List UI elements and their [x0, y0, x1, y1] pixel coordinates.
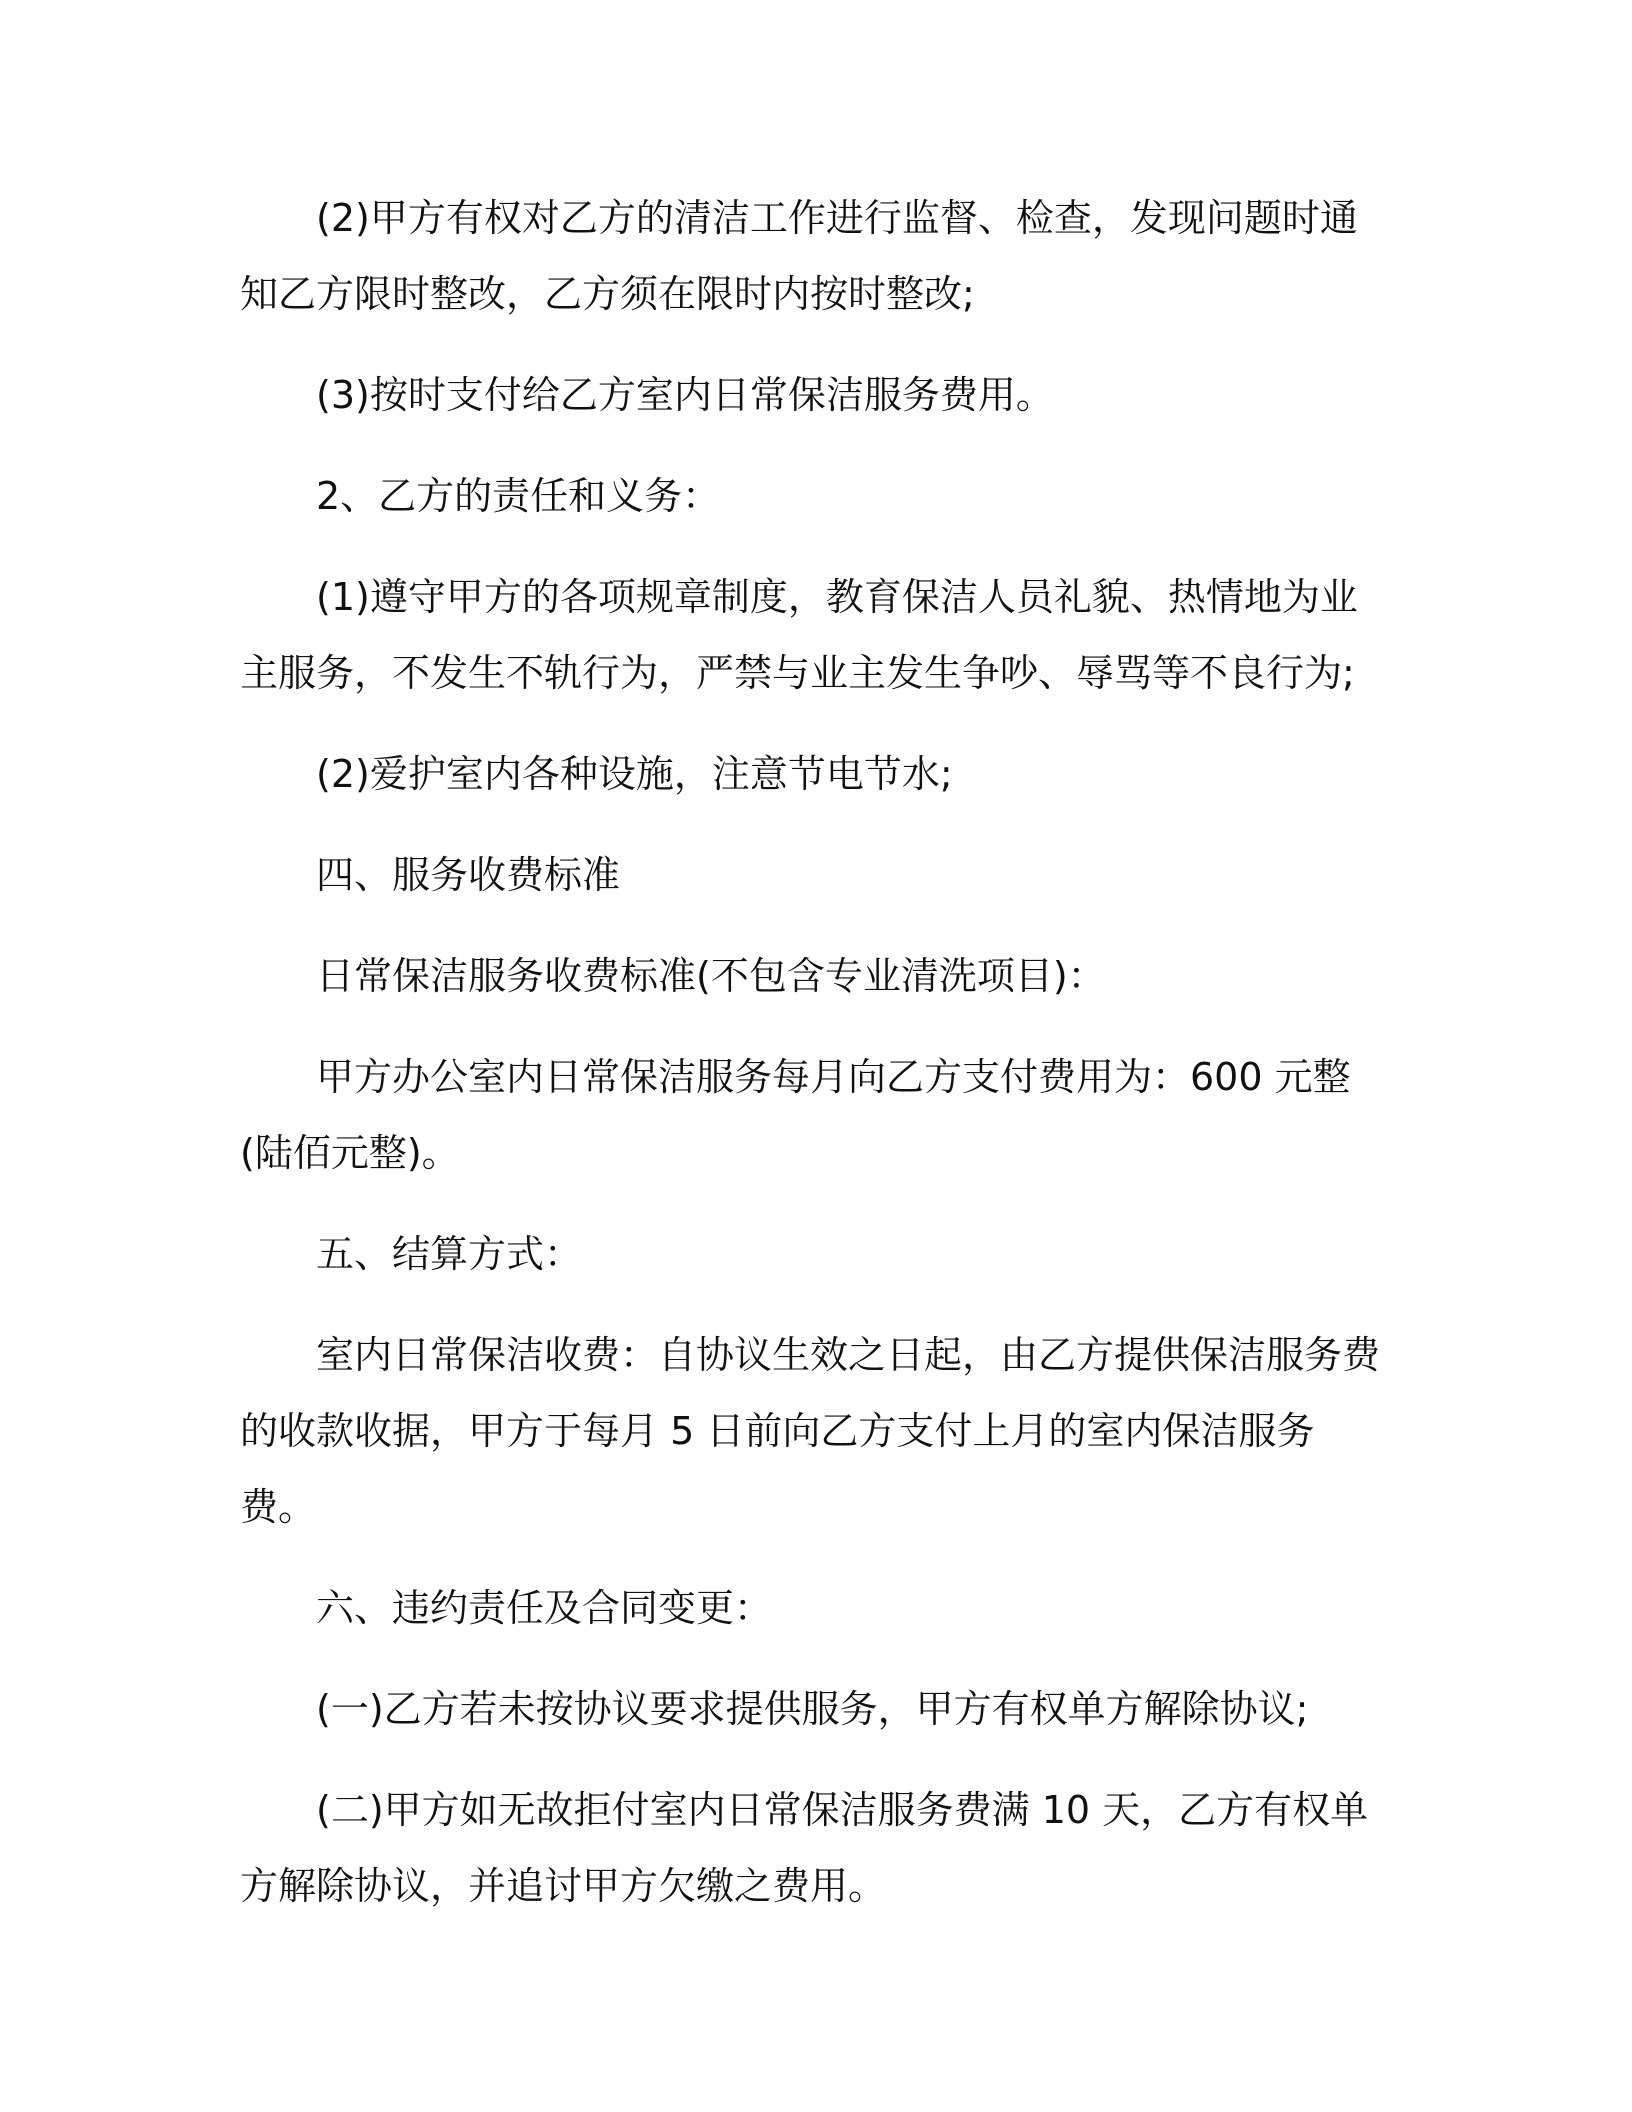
fee-standard-intro: 日常保洁服务收费标准(不包含专业清洗项目)： [316, 954, 1106, 998]
breach-clause-1: (一)乙方若未按协议要求提供服务，甲方有权单方解除协议; [316, 1687, 1309, 1731]
clause-3-payment: (3)按时支付给乙方室内日常保洁服务费用。 [316, 373, 1054, 417]
section-party-b-duties: 2、乙方的责任和义务： [316, 474, 721, 518]
settlement-terms: 室内日常保洁收费：自协议生效之日起，由乙方提供保洁服务费的收款收据，甲方于每月 5 日前向乙方支付上月的室内保洁服务费。 [240, 1333, 1381, 1529]
document-body [240, 180, 1380, 1924]
heading-breach: 六、违约责任及合同变更： [316, 1586, 773, 1630]
heading-settlement: 五、结算方式： [316, 1232, 583, 1276]
clause-2-supervision: (2)甲方有权对乙方的清洁工作进行监督、检查，发现问题时通知乙方限时整改，乙方须在限时内按时整改; [240, 196, 1358, 316]
clause-1-rules: (1)遵守甲方的各项规章制度，教育保洁人员礼貌、热情地为业主服务，不发生不轨行为，严禁与业主发生争吵、辱骂等不良行为; [240, 575, 1358, 695]
monthly-fee: 甲方办公室内日常保洁服务每月向乙方支付费用为：600 元整(陆佰元整)。 [240, 1055, 1351, 1175]
heading-fee-standard: 四、服务收费标准 [316, 853, 621, 897]
clause-2-facilities: (2)爱护室内各种设施，注意节电节水; [316, 752, 953, 796]
breach-clause-2: (二)甲方如无故拒付室内日常保洁服务费满 10 天，乙方有权单方解除协议，并追讨甲方欠缴之费用。 [240, 1788, 1369, 1908]
